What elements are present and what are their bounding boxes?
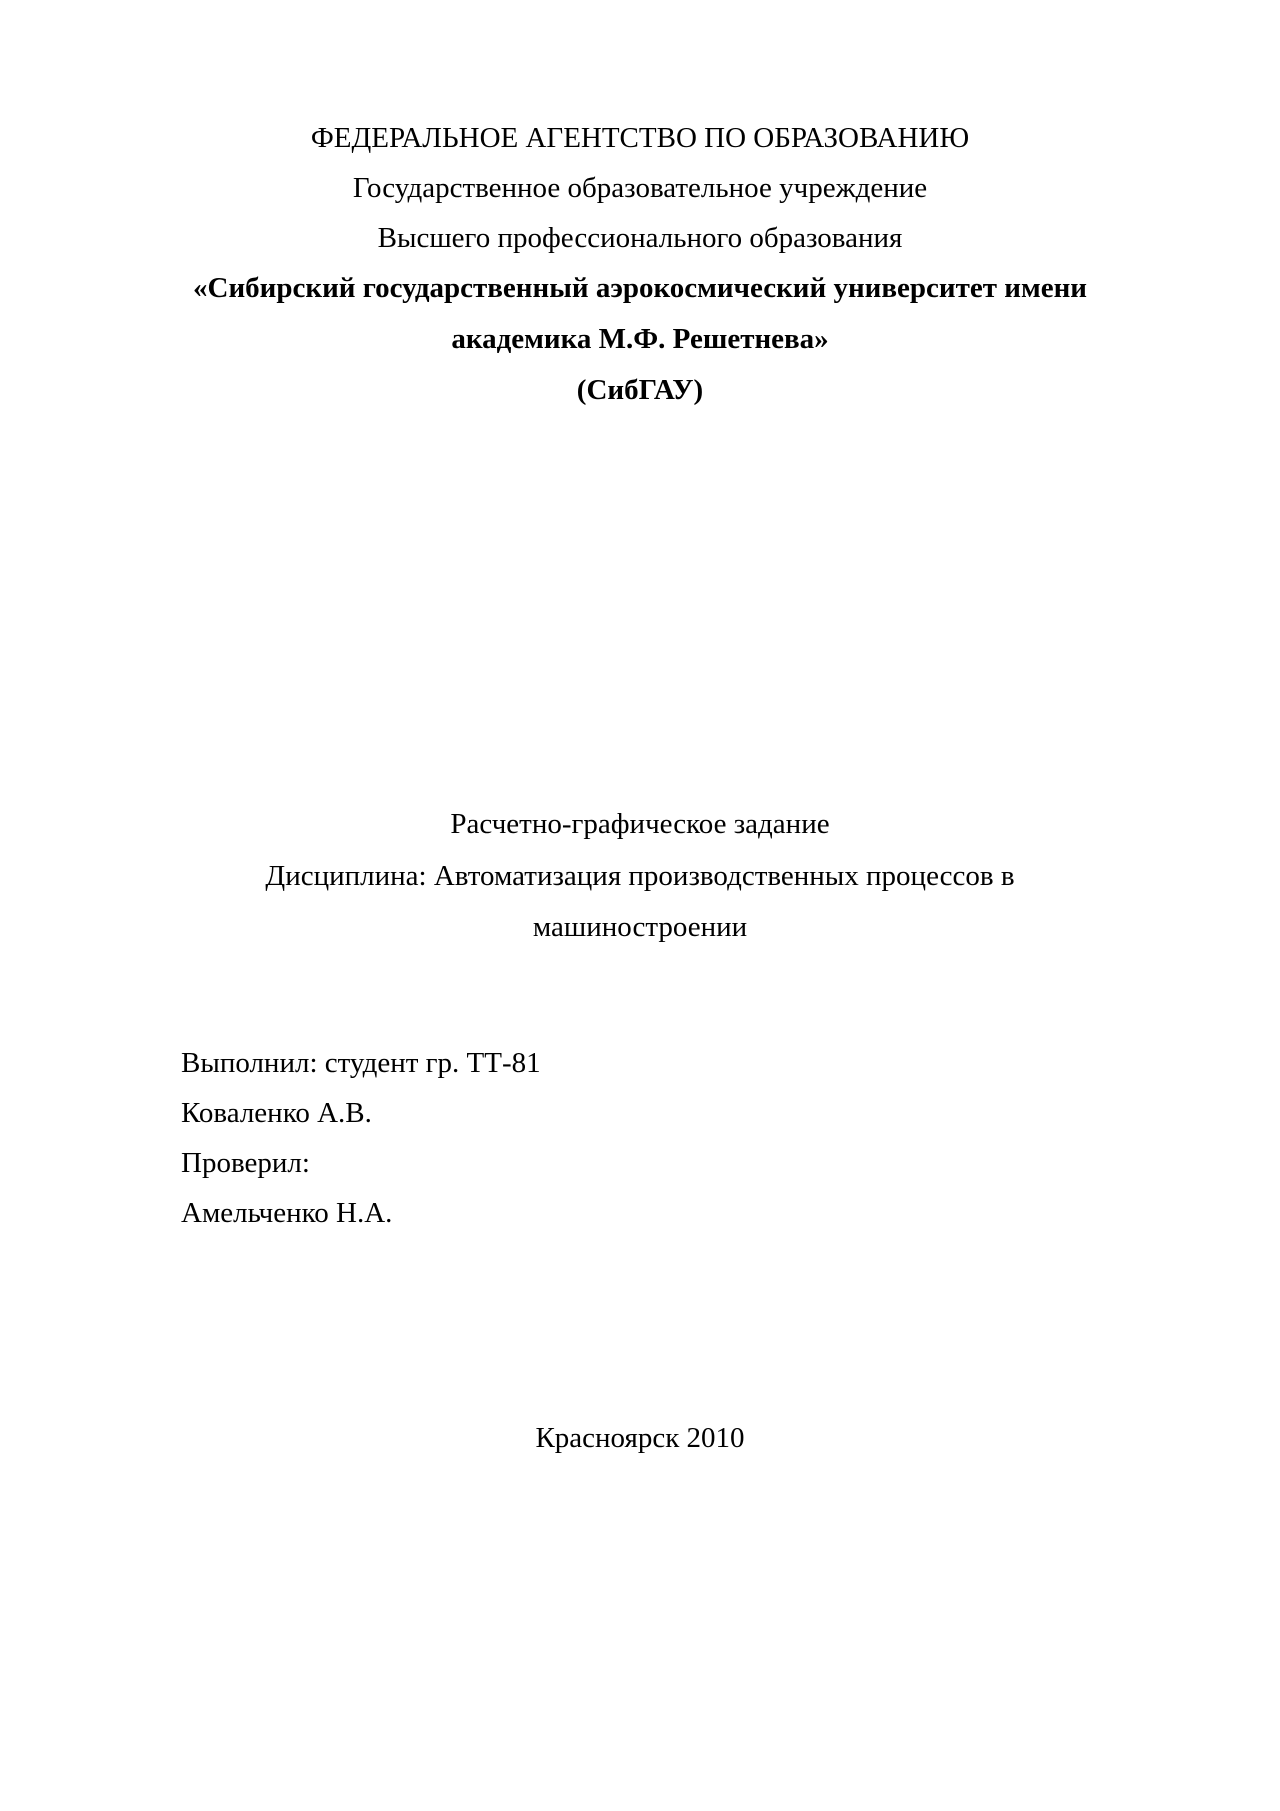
performed-by: Выполнил: студент гр. ТТ-81 [181,1047,541,1079]
discipline-line2: машиностроении [532,911,748,943]
checked-by: Проверил: [181,1147,310,1179]
teacher-name: Амельченко Н.А. [181,1197,393,1229]
assignment-type: Расчетно-графическое задание [450,808,830,840]
student-name: Коваленко А.В. [181,1097,372,1129]
agency-name: ФЕДЕРАЛЬНОЕ АГЕНТСТВО ПО ОБРАЗОВАНИЮ [310,122,970,154]
university-name-line1: «Сибирский государственный аэрокосмический университет имени [193,272,1087,304]
education-level: Высшего профессионального образования [377,222,903,254]
city-year: Красноярск 2010 [535,1422,745,1454]
institution-type: Государственное образовательное учреждение [352,172,928,204]
university-abbreviation: (СибГАУ) [576,374,704,406]
university-name-line2: академика М.Ф. Решетнева» [451,323,829,355]
discipline-line1: Дисциплина: Автоматизация производственных процессов в [265,860,1015,892]
